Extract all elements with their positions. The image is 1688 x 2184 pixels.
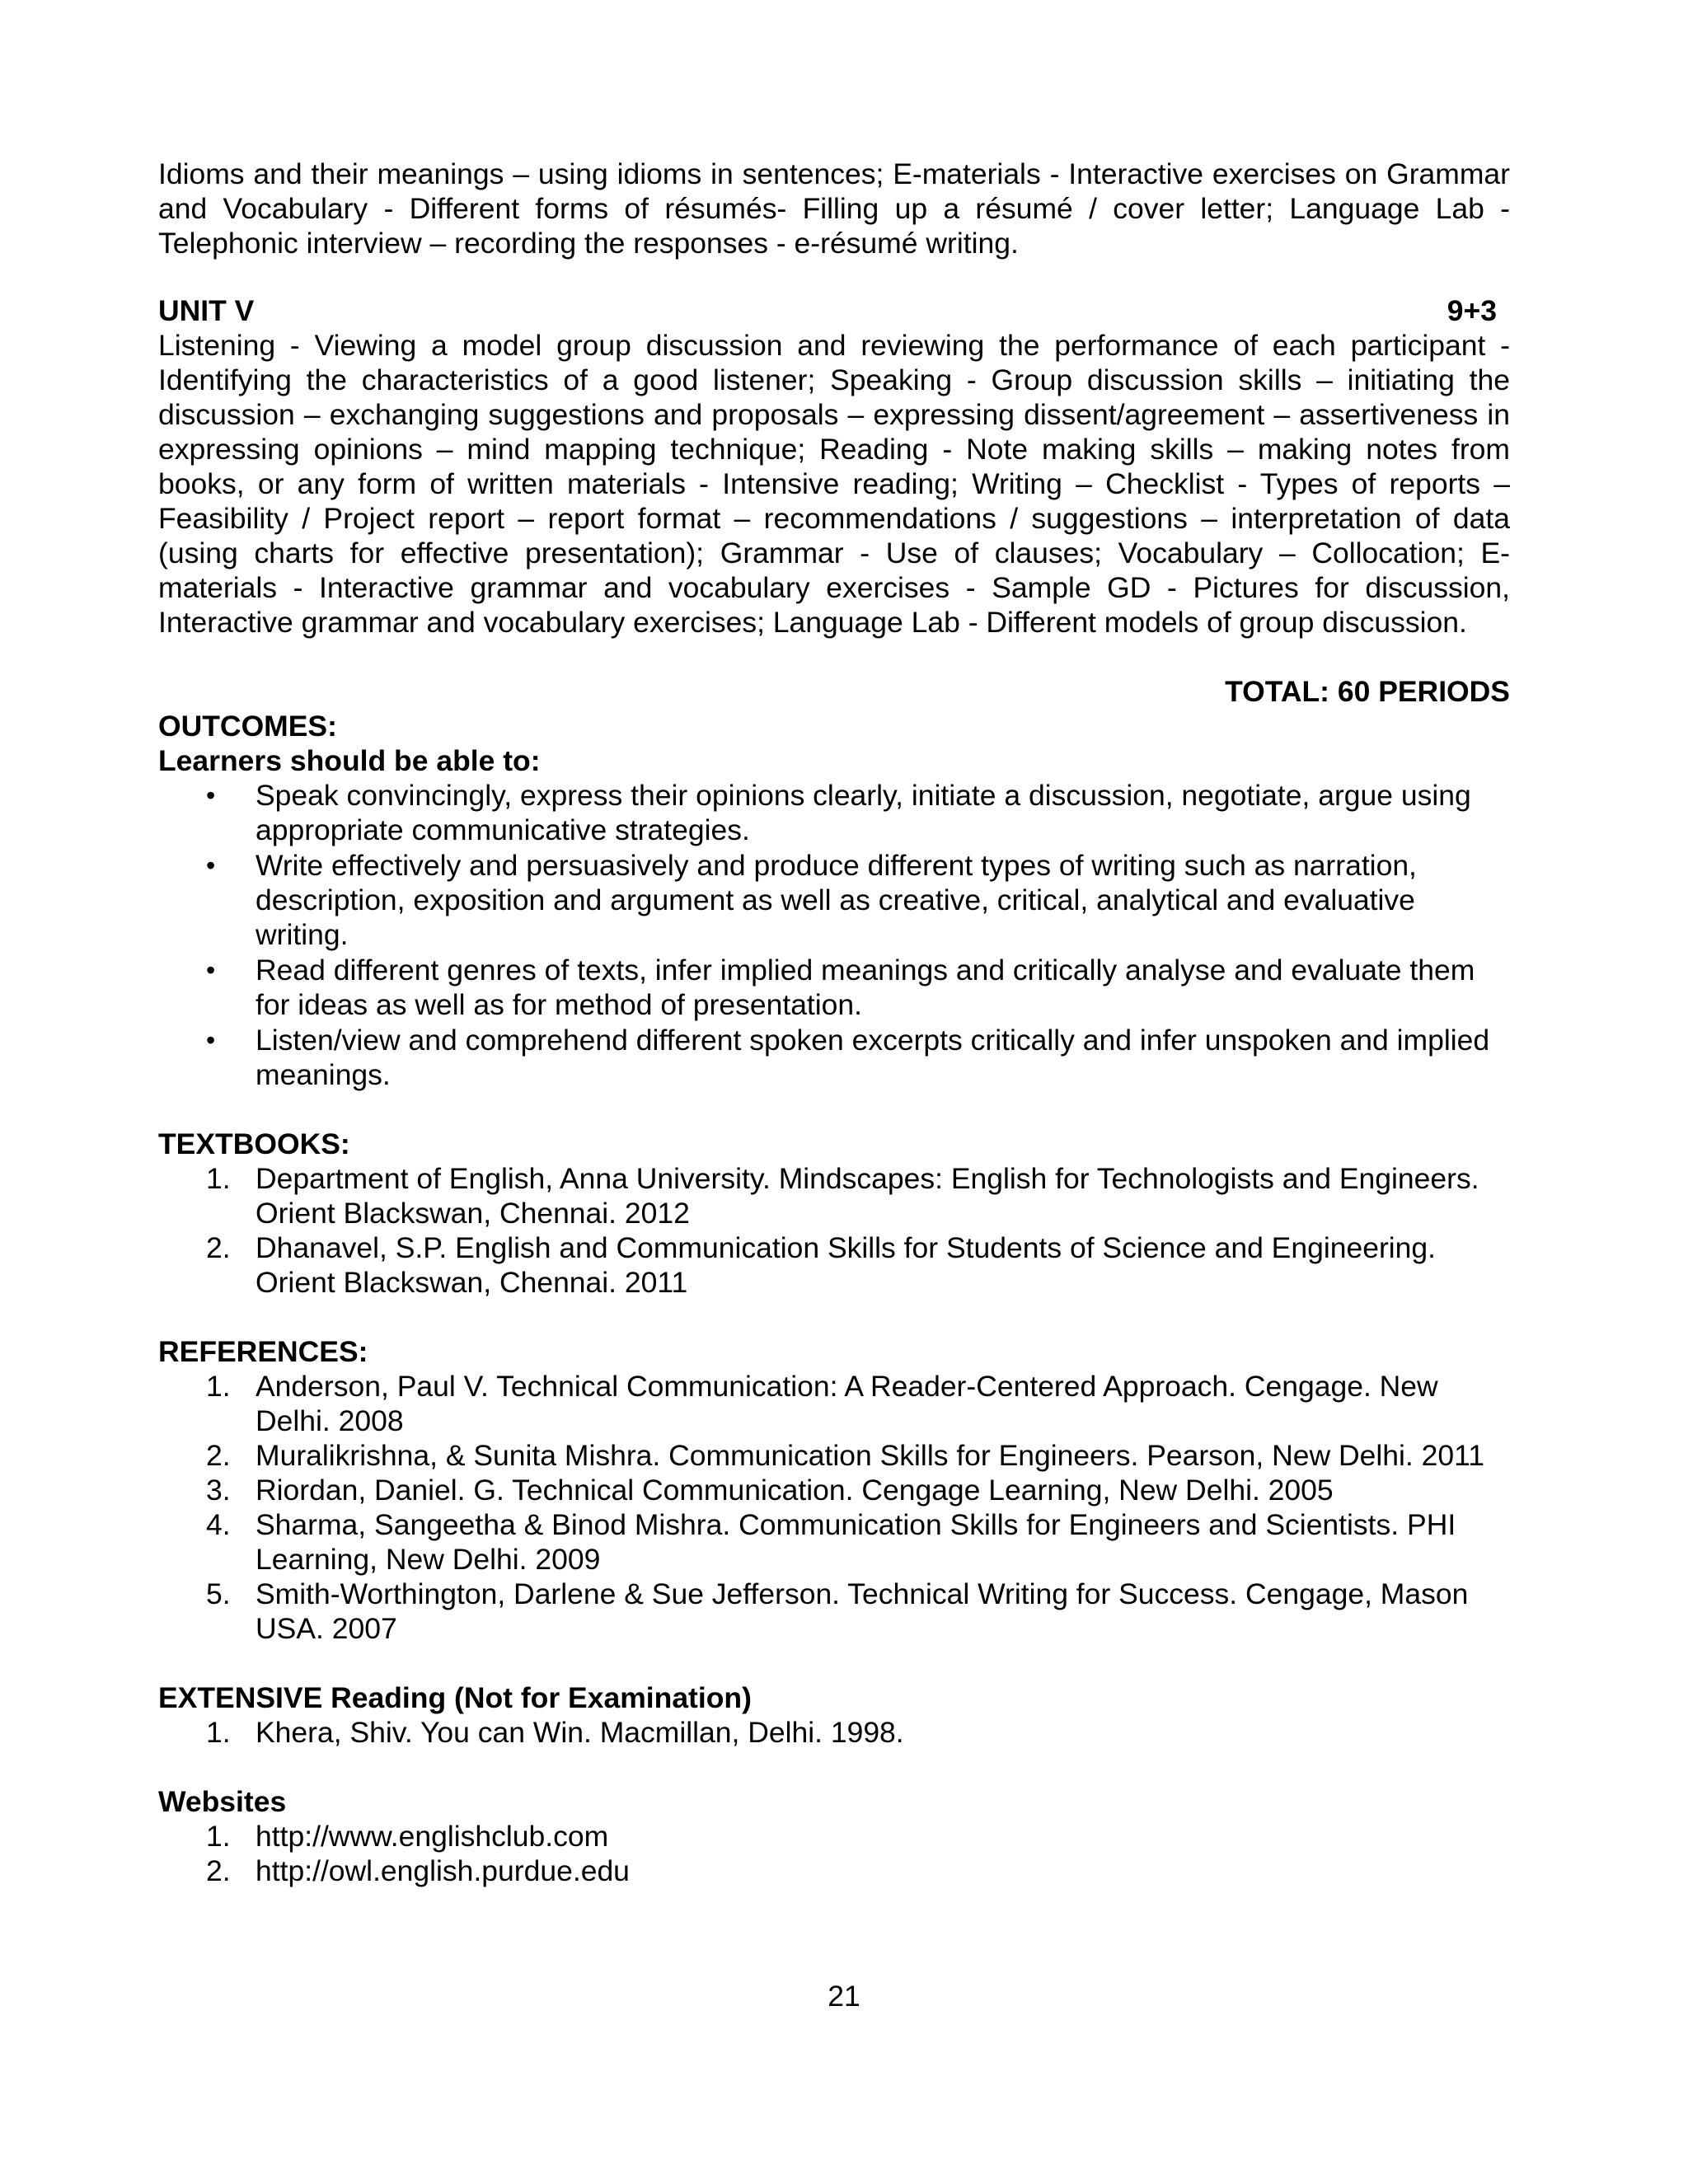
list-item: 2. Dhanavel, S.P. English and Communication Skills for Students of Science and Engineering. Orient Blackswan, Chennai. 2011 — [206, 1231, 1437, 1299]
total-periods: TOTAL: 60 PERIODS — [1225, 675, 1510, 708]
unit-5-heading — [158, 293, 1510, 328]
extensive-reading-heading: EXTENSIVE Reading (Not for Examination) — [158, 1681, 752, 1714]
list-item: • Listen/view and comprehend different spoken excerpts critically and infer unspoken and implied meanings. — [206, 1024, 1490, 1091]
list-item: 3. Riordan, Daniel. G. Technical Communication. Cengage Learning, New Delhi. 2005 — [206, 1474, 1334, 1507]
references-list — [158, 1369, 1510, 1646]
textbooks-heading: TEXTBOOKS: — [158, 1127, 350, 1160]
textbooks-list — [158, 1161, 1510, 1300]
unit-5-hours: 9+3 — [1447, 294, 1497, 327]
outcomes-list — [158, 778, 1510, 1092]
document-page — [158, 157, 1510, 1888]
intro-paragraph: Idioms and their meanings – using idioms in sentences; E-materials - Interactive exercises on Grammar and Vocabulary - Different forms of résumés- Filling up a résumé / cover letter; Language Lab - Telephonic interview – recording the responses - e-résumé writing. — [158, 157, 1510, 260]
list-item: 2. http://owl.english.purdue.edu — [206, 1854, 630, 1887]
bullet-icon: • — [206, 955, 216, 985]
list-item: 1. Khera, Shiv. You can Win. Macmillan, Delhi. 1998. — [206, 1716, 904, 1749]
unit-5-body: Listening - Viewing a model group discussion and reviewing the performance of each participant - Identifying the characteristics of a good listener; Speaking - Group discussion skills – initiating the discussion – exchanging suggestions and proposals – expressing dissent/agreement – assertiveness in expressing opinions – mind mapping technique; Reading - Note making skills – making notes from books, or any form of written materials - Intensive reading; Writing – Checklist - Types of reports – Feasibility / Project report – report format – recommendations / suggestions – interpretation of data (using charts for effective presentation); Grammar - Use of clauses; Vocabulary – Collocation; E-materials - Interactive grammar and vocabulary exercises - Sample GD - Pictures for discussion, Interactive grammar and vocabulary exercises; Language Lab - Different models of group discussion. — [158, 329, 1510, 639]
list-item: 4. Sharma, Sangeetha & Binod Mishra. Communication Skills for Engineers and Scientists. PHI Learning, New Delhi. 2009 — [206, 1508, 1456, 1576]
bullet-icon: • — [206, 1025, 216, 1055]
bullet-icon: • — [206, 851, 216, 880]
list-item: 1. Anderson, Paul V. Technical Communication: A Reader-Centered Approach. Cengage. New Delhi. 2008 — [206, 1370, 1438, 1437]
websites-heading: Websites — [158, 1785, 287, 1818]
website-link[interactable]: http://owl.english.purdue.edu — [256, 1854, 630, 1887]
bullet-icon: • — [206, 780, 216, 810]
unit-5-title: UNIT V — [158, 294, 255, 327]
list-item: • Read different genres of texts, infer implied meanings and critically analyse and evaluate them for ideas as well as for method of presentation. — [206, 954, 1475, 1021]
list-item: • Write effectively and persuasively and produce different types of writing such as narration, description, exposition and argument as well as creative, critical, analytical and evaluative writing. — [206, 849, 1417, 951]
list-item: 1. http://www.englishclub.com — [206, 1820, 609, 1853]
list-item: 2. Muralikrishna, & Sunita Mishra. Communication Skills for Engineers. Pearson, New Delhi. 2011 — [206, 1439, 1484, 1472]
references-heading: REFERENCES: — [158, 1335, 368, 1368]
websites-list — [158, 1819, 1510, 1888]
list-item: • Speak convincingly, express their opinions clearly, initiate a discussion, negotiate, argue using appropriate communicative strategies. — [206, 779, 1471, 846]
outcomes-subheading: Learners should be able to: — [158, 744, 541, 777]
extensive-reading-list — [158, 1715, 1510, 1750]
page-number: 21 — [828, 1980, 860, 2013]
outcomes-heading: OUTCOMES: — [158, 710, 337, 743]
website-link[interactable]: http://www.englishclub.com — [256, 1820, 609, 1853]
list-item: 1. Department of English, Anna University. Mindscapes: English for Technologists and Engineers. Orient Blackswan, Chennai. 2012 — [206, 1162, 1479, 1230]
list-item: 5. Smith-Worthington, Darlene & Sue Jefferson. Technical Writing for Success. Cengage, Mason USA. 2007 — [206, 1577, 1469, 1645]
